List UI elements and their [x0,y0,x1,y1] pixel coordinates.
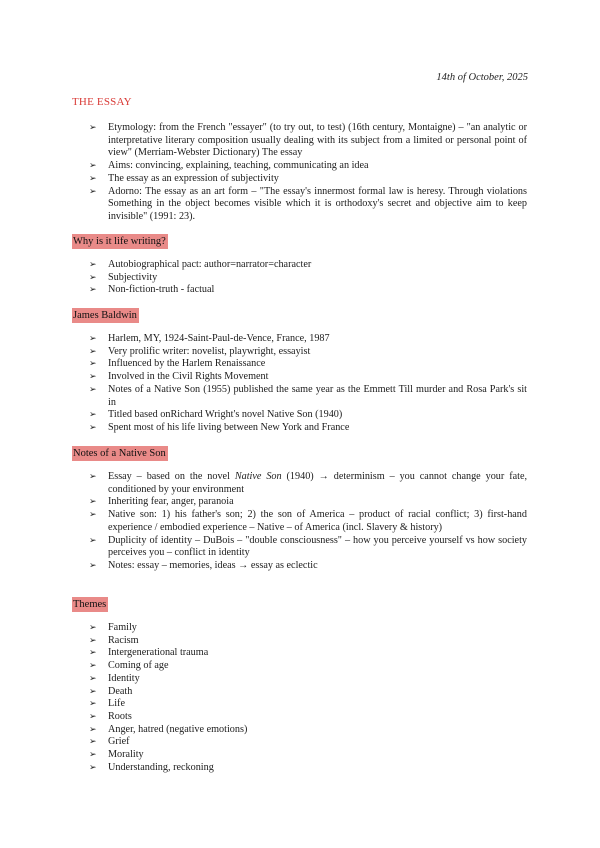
arrow-bullet-icon: ➢ [89,635,97,646]
arrow-bullet-icon: ➢ [89,661,97,672]
section-heading-james-baldwin: James Baldwin [73,310,137,321]
list-item: ➢ Coming of age [89,660,169,672]
list-item: ➢ Non-fiction-truth - factual [89,284,215,296]
list-item: ➢ Morality [89,749,144,761]
arrow-bullet-icon: ➢ [89,724,97,735]
arrow-bullet-icon: ➢ [89,161,97,172]
section-heading-themes: Themes [73,599,107,610]
list-item: ➢ Understanding, reckoning [89,761,214,773]
arrow-bullet-icon: ➢ [89,750,97,761]
list-item: ➢ Aims: convincing, explaining, teaching, communicating an idea [89,160,369,172]
arrow-bullet-icon: ➢ [89,260,97,270]
list-item: ➢ Anger, hatred (negative emotions) [89,723,248,735]
arrow-bullet-icon: ➢ [89,186,97,197]
list-item: ➢ Family [89,622,137,633]
section-heading-notes-native-son: Notes of a Native Son [73,448,166,459]
arrow-bullet-icon: ➢ [89,173,97,184]
notes-native-son-list [0,471,600,573]
arrow-bullet-icon: ➢ [89,510,97,521]
arrow-bullet-icon: ➢ [89,535,97,546]
list-item: ➢ Influenced by the Harlem Renaissance [89,358,266,370]
arrow-bullet-icon: ➢ [89,686,97,697]
arrow-bullet-icon: ➢ [89,285,97,296]
arrow-bullet-icon: ➢ [89,737,97,748]
arrow-bullet-icon: ➢ [89,272,97,283]
list-item: ➢ Spent most of his life living between New York and France [89,421,350,433]
arrow-bullet-icon: ➢ [89,673,97,684]
arrow-bullet-icon: ➢ [89,497,97,508]
arrow-bullet-icon: ➢ [89,372,97,383]
list-item: ➢ Etymology: from the French "essayer" (to try out, to test) (16th century, Montaigne) – "an analytic or interpretative literary composition usually dealing with its subject from a limited or personal point of view" (Merriam-Webster Dictionary) The essay [89,122,527,159]
list-item: ➢ Harlem, MY, 1924-Saint-Paul-de-Vence, France, 1987 [89,333,330,344]
arrow-bullet-icon: ➢ [89,410,97,421]
section-heading-life-writing: Why is it life writing? [73,236,166,247]
list-item: ➢ Life [89,698,125,710]
intro-list [0,122,600,224]
list-item: ➢ Autobiographical pact: author=narrator=character [89,259,312,270]
book-title: Native Son [234,471,282,482]
list-item: ➢ Inheriting fear, anger, paranoia [89,496,234,508]
list-item: ➢ Notes: essay – memories, ideas → essay as eclectic [89,559,318,571]
arrow-bullet-icon: ➢ [89,334,97,344]
list-item: ➢ Very prolific writer: novelist, playwright, essayist [89,345,311,357]
arrow-bullet-icon: ➢ [89,699,97,710]
list-item: ➢ Involved in the Civil Rights Movement [89,371,269,383]
list-item: ➢ Intergenerational trauma [89,647,209,659]
list-item: ➢ Native son: 1) his father's son; 2) the son of America – product of racial conflict; 3) first-hand experience / embodied experience – Native – of America (incl. Slavery & history) [89,509,527,533]
arrow-bullet-icon: ➢ [89,384,97,395]
list-item: ➢ Roots [89,710,132,722]
list-item: ➢ Essay – based on the novel Native Son (1940) → determinism – you cannot change your fate, conditioned by your environment [89,471,528,495]
list-item: ➢ Racism [89,634,139,646]
life-writing-list [0,259,600,297]
document-date: 14th of October, 2025 [436,72,528,83]
list-item: ➢ Duplicity of identity – DuBois – "double consciousness" – how you perceive yourself vs how society perceives you – conflict in identity [89,534,527,559]
arrow-bullet-icon: ➢ [89,623,97,633]
arrow-bullet-icon: ➢ [89,762,97,773]
themes-list [0,622,600,774]
document-title: THE ESSAY [72,96,132,108]
arrow-bullet-icon: ➢ [89,346,97,357]
james-baldwin-list [0,333,600,435]
arrow-bullet-icon: ➢ [89,359,97,370]
list-item: ➢ Death [89,685,133,697]
list-item: ➢ Subjectivity [89,271,158,283]
arrow-bullet-icon: ➢ [89,648,97,659]
list-item: ➢ Titled based onRichard Wright's novel Native Son (1940) [89,409,343,421]
list-item: ➢ Adorno: The essay as an art form – "The essay's innermost formal law is heresy. Through violations Something in the object becomes visible which it is orthodoxy's secret and objective aim to keep invisible" (1991: 23). [89,185,527,222]
arrow-bullet-icon: ➢ [89,472,97,482]
list-item: ➢ Identity [89,672,140,684]
list-item: ➢ Notes of a Native Son (1955) published the same year as the Emmett Till murder and Rosa Park's sit in [89,383,527,408]
list-item: ➢ Grief [89,736,130,748]
arrow-bullet-icon: ➢ [89,711,97,722]
arrow-bullet-icon: ➢ [89,560,97,571]
arrow-bullet-icon: ➢ [89,123,97,133]
list-item: ➢ The essay as an expression of subjectivity [89,172,279,184]
arrow-bullet-icon: ➢ [89,422,97,433]
